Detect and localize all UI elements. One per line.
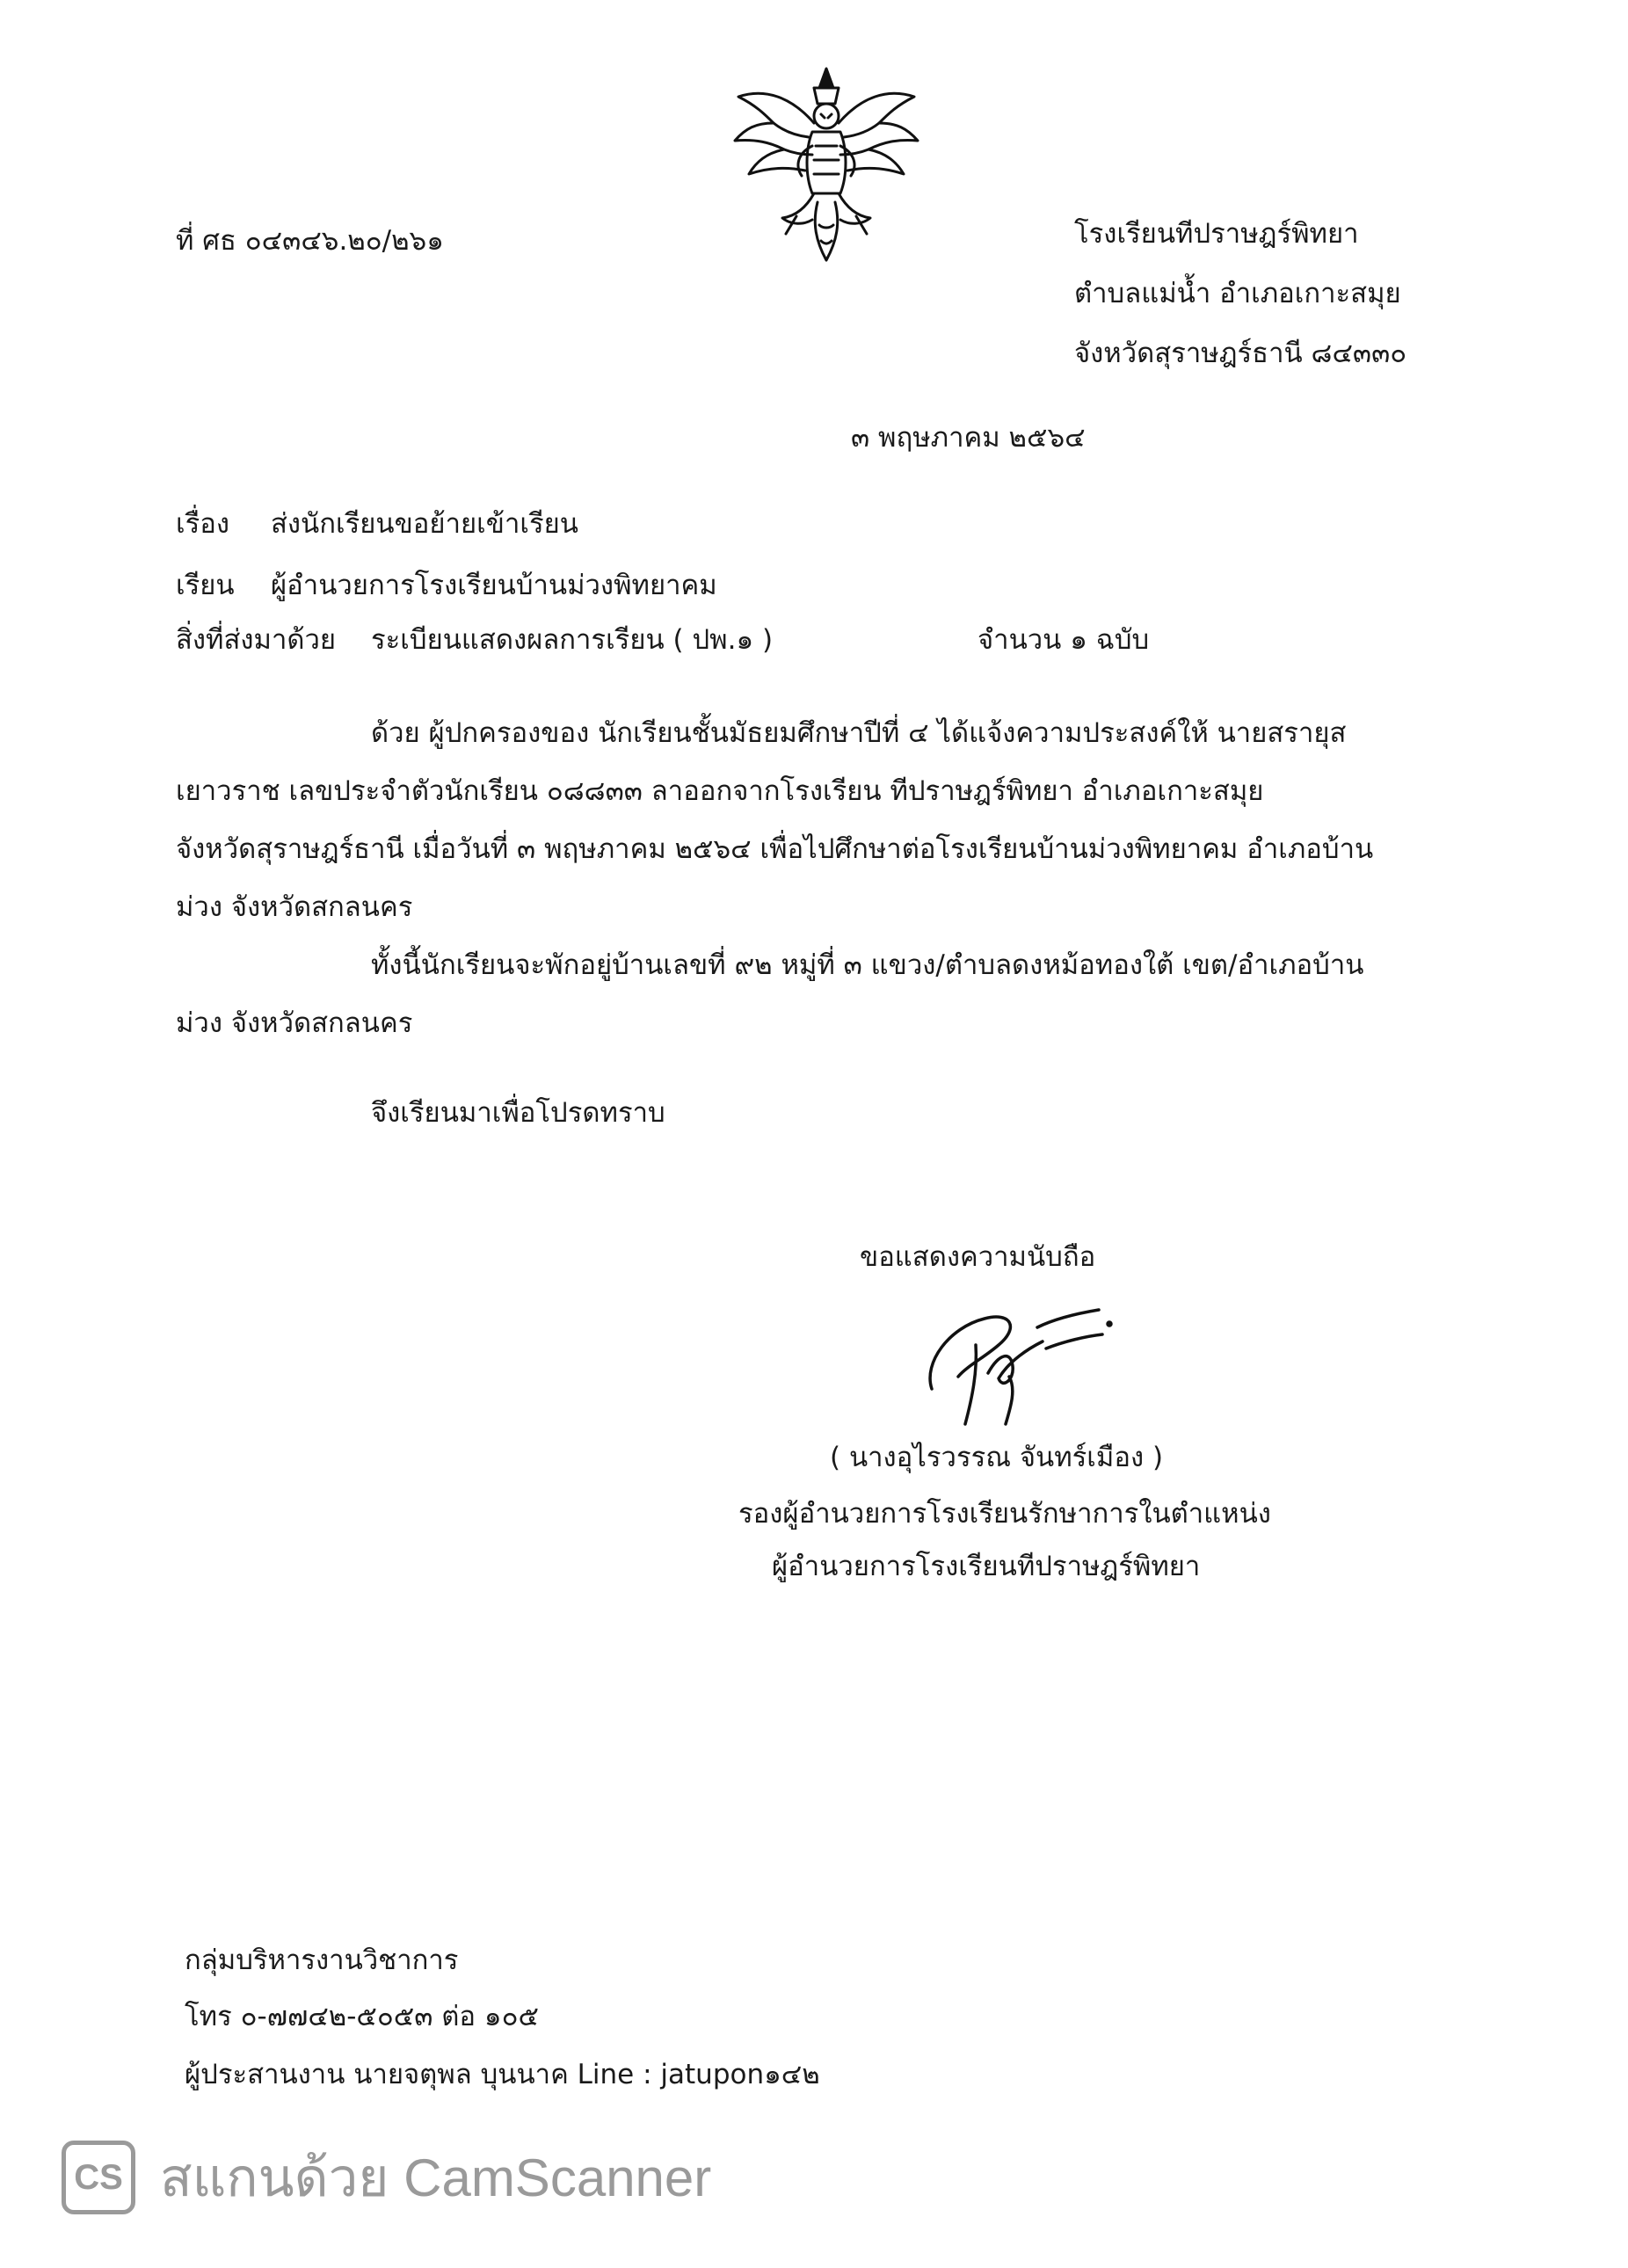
document-date: ๓ พฤษภาคม ๒๕๖๔ bbox=[851, 422, 1086, 454]
sender-address-line: ตำบลแม่น้ำ อำเภอเกาะสมุย bbox=[1074, 278, 1401, 309]
sender-address-line: จังหวัดสุราษฎร์ธานี ๘๔๓๓๐ bbox=[1074, 338, 1407, 369]
camscanner-logo-icon: CS bbox=[62, 2141, 135, 2214]
signer-name: ( นางอุไรวรรณ จันทร์เมือง ) bbox=[830, 1442, 1164, 1473]
enclosure-row bbox=[176, 617, 774, 661]
coordinator-contact: ผู้ประสานงาน นายจตุพล บุนนาค Line : jatupon๑๔๒ bbox=[185, 2059, 820, 2090]
department-name: กลุ่มบริหารงานวิชาการ bbox=[185, 1945, 459, 1976]
body-line: ม่วง จังหวัดสกลนคร bbox=[176, 1007, 413, 1039]
addressee-text: ผู้อำนวยการโรงเรียนบ้านม่วงพิทยาคม bbox=[271, 570, 717, 601]
body-line: เยาวราช เลขประจำตัวนักเรียน ๐๘๘๓๓ ลาออกจากโรงเรียน ทีปราษฎร์พิทยา อำเภอเกาะสมุย bbox=[176, 775, 1264, 807]
signer-position: ผู้อำนวยการโรงเรียนทีปราษฎร์พิทยา bbox=[772, 1551, 1201, 1582]
enclosure-text: ระเบียนแสดงผลการเรียน ( ปพ.๑ ) bbox=[371, 624, 774, 656]
sender-address bbox=[1074, 204, 1406, 383]
camscanner-watermark bbox=[62, 2138, 711, 2217]
watermark-text: สแกนด้วย CamScanner bbox=[160, 2148, 712, 2207]
signer-position: รองผู้อำนวยการโรงเรียนรักษาการในตำแหน่ง bbox=[738, 1498, 1271, 1530]
salutation: ขอแสดงความนับถือ bbox=[860, 1241, 1096, 1273]
body-line: ด้วย ผู้ปกครองของ นักเรียนชั้นมัธยมศึกษาปีที่ ๔ ได้แจ้งความประสงค์ให้ นายสรายุส bbox=[371, 717, 1347, 749]
handwritten-signature bbox=[914, 1292, 1116, 1433]
reference-number: ที่ ศธ ๐๔๓๔๖.๒๐/๒๖๑ bbox=[176, 225, 444, 257]
subject-row bbox=[176, 501, 578, 545]
subject-text: ส่งนักเรียนขอย้ายเข้าเรียน bbox=[271, 508, 578, 540]
phone-number: โทร ๐-๗๗๔๒-๕๐๕๓ ต่อ ๑๐๕ bbox=[185, 2001, 539, 2032]
body-line: ทั้งนี้นักเรียนจะพักอยู่บ้านเลขที่ ๙๒ หมู่ที่ ๓ แขวง/ตำบลดงหม้อทองใต้ เขต/อำเภอบ้าน bbox=[371, 949, 1364, 981]
enclosure-label: สิ่งที่ส่งมาด้วย bbox=[176, 624, 337, 656]
closing-line: จึงเรียนมาเพื่อโปรดทราบ bbox=[371, 1097, 665, 1129]
body-line: จังหวัดสุราษฎร์ธานี เมื่อวันที่ ๓ พฤษภาคม ๒๕๖๔ เพื่อไปศึกษาต่อโรงเรียนบ้านม่วงพิทยาคม อำเภอบ้าน bbox=[176, 833, 1374, 865]
subject-label: เรื่อง bbox=[176, 508, 230, 540]
addressee-label: เรียน bbox=[176, 570, 235, 601]
addressee-row bbox=[176, 563, 717, 607]
body-line: ม่วง จังหวัดสกลนคร bbox=[176, 891, 413, 923]
sender-address-line: โรงเรียนทีปราษฎร์พิทยา bbox=[1074, 218, 1359, 250]
garuda-emblem-icon bbox=[721, 62, 932, 273]
enclosure-quantity: จำนวน ๑ ฉบับ bbox=[978, 624, 1150, 656]
